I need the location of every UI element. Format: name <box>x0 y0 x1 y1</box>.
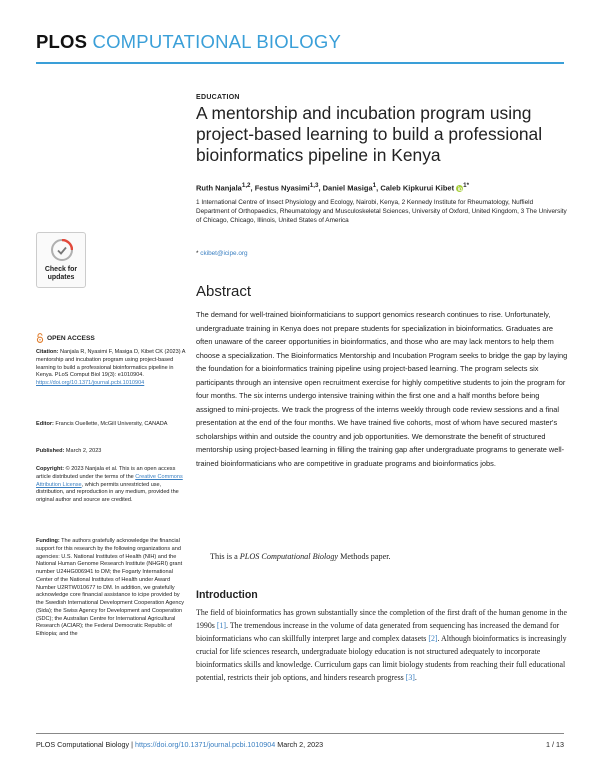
author-list: Ruth Nanjala$^{1,2}$, Festus Nyasimi$^{1,3}$, Daniel Masiga$^1$, Caleb Kipkurui Kibet $^{1*}$ <box>196 182 470 193</box>
badge-line-2: updates <box>47 274 75 281</box>
abstract-heading: Abstract <box>196 283 252 300</box>
author-name[interactable]: Festus Nyasimi <box>254 183 310 193</box>
introduction-paragraph <box>196 606 568 685</box>
check-updates-icon <box>51 239 73 261</box>
footer-date: March 2, 2023 <box>275 740 324 749</box>
citation-ref-1[interactable]: [1] <box>216 621 227 631</box>
journal-name: COMPUTATIONAL BIOLOGY <box>92 31 342 52</box>
copyright-text: , which permits unrestricted use, distribution, and reproduction in any medium, provided the original author and source are credited. <box>36 481 179 503</box>
citation-ref-2[interactable]: [2] <box>428 634 438 644</box>
abstract-text: The demand for well-trained bioinformaticians to support genomics research continues to rise. Unfortunately, undergraduate training in Kenya does not prepare students for specialization in bioinformatics. Graduates are often unaware of the career opportunities in bioinformatics, and those who are may lack mentors to help them choose a specialization. The Bioinformatics Mentorship and Incubation Program seeks to bridge the gap by laying the foundation for a bioinformatics training pipeline using project-based learning. The program selects six participants through an intensive open recruitment exercise for highly competitive students to join the program for four months. The six interns undergo intensive training within the first one and a half months before being assigned to mini-projects. We track the progress of the interns weekly through code review sessions and a final presentation at the end of the four months. We have trained five cohorts, most of whom have secured master's scholarships within and outside the country and job opportunities. We demonstrate the benefit of structured mentorship using project-based learning in filling the training gap after undergraduate programs to generate well-trained bioinformaticians who are competitive in graduate programs and bioinformatics jobs. <box>196 310 568 469</box>
intro-text: The field of bioinformatics has grown substantially since the completion of the first draft of the human genome in the 1990s <box>196 608 567 631</box>
introduction-heading: Introduction <box>196 589 258 601</box>
intro-text: . The tremendous increase in the volume of data generated from sequencing has increased the demand for bioinformaticians who can skillfully interpret large and complex datasets <box>196 621 560 644</box>
methods-note-journal: PLOS Computational Biology <box>239 552 339 561</box>
page-number: 1 / 13 <box>546 740 564 749</box>
editor-label: Editor: <box>36 421 54 427</box>
citation-text: Nanjala R, Nyasimi F, Masiga D, Kibet CK (2023) A mentorship and incubation program using project-based learning to build a professional bioinformatics pipeline in Kenya. PLoS Comput Biol 19(3): e1010904. <box>36 349 186 379</box>
affiliations: 1 International Centre of Insect Physiology and Ecology, Nairobi, Kenya, 2 Kennedy Institute for Rheumatology, Nuffield Department of Orthopaedics, Rheumatology and Musculoskeletal Sciences, University of Oxford, United Kingdom, 3 The University of Chicago, Chicago, Illinois, United States of America <box>196 199 567 224</box>
publisher-name: PLOS <box>36 31 88 52</box>
citation-block <box>36 349 186 388</box>
author-name[interactable]: Ruth Nanjala <box>196 183 242 193</box>
badge-line-1: Check for <box>44 266 78 273</box>
check-updates-label <box>37 266 85 282</box>
citation-label: Citation: <box>36 349 59 355</box>
methods-note-suffix: Methods paper. <box>338 552 391 561</box>
published-date: March 2, 2023 <box>64 448 102 454</box>
funding-text: The authors gratefully acknowledge the financial support for this research by the following organizations and agencies: U.S. National Institutes of Health (NIH) and the National Human Genome Research Institute (NHGRI) grant number U24HG006941 to DM; the Fogarty International Center of the National Institutes of Health under Award Number U2RTW010677 to DM. In addition, we gratefully acknowledge core financial assistance to icipe provided by the Swedish International Development Cooperation Agency (Sida); the Swiss Agency for Development and Cooperation (SDC); the Australian Centre for International Agricultural Research (ACIAR); the Federal Democratic Republic of Ethiopia; and the <box>36 538 185 637</box>
article-title: A mentorship and incubation program using project-based learning to build a professional bioinformatics pipeline in Kenya <box>196 103 543 165</box>
footer-journal: PLOS Computational Biology | <box>36 740 135 749</box>
editor-block <box>36 421 186 429</box>
author-name[interactable]: Caleb Kipkurui Kibet <box>380 183 455 193</box>
open-access-text: OPEN ACCESS <box>47 334 95 342</box>
open-access-label <box>36 333 95 343</box>
header-rule <box>36 62 564 64</box>
author-affil-sup: 1,2 <box>241 182 251 189</box>
footer-rule <box>36 733 564 734</box>
editor-text: Francis Ouellette, McGill University, CANADA <box>53 421 168 427</box>
corresponding-email <box>196 250 248 257</box>
author-affil-sup: 1 <box>372 182 377 189</box>
author-affil-sup: 1,3 <box>309 182 319 189</box>
article-section: EDUCATION <box>196 94 240 101</box>
funding-block <box>36 538 186 639</box>
copyright-label: Copyright: <box>36 466 65 472</box>
methods-note-prefix: This is a <box>210 552 240 561</box>
check-for-updates-badge[interactable] <box>36 232 86 288</box>
funding-label: Funding: <box>36 538 60 544</box>
open-lock-icon <box>36 333 44 343</box>
footer-doi-link[interactable]: https://doi.org/10.1371/journal.pcbi.1010904 <box>134 740 276 749</box>
citation-ref-3[interactable]: [3] <box>405 673 415 683</box>
intro-text: . <box>414 673 417 683</box>
methods-note <box>210 552 391 561</box>
citation-doi-link[interactable]: https://doi.org/10.1371/journal.pcbi.1010904 <box>36 380 145 386</box>
author-affil-sup: 1* <box>463 182 470 189</box>
copyright-text: © 2023 Nanjala et al. This is an open access article distributed under the terms of the <box>36 466 176 480</box>
footer-citation <box>36 740 323 749</box>
email-asterisk: * <box>196 250 201 257</box>
license-link[interactable]: Creative Commons Attribution License <box>36 473 183 488</box>
intro-text: . Although bioinformatics is increasingly crucial for life sciences research, undergraduate biology education is not structured adequately to incorporate bioinformatics skills and knowledge. Curriculum gaps can limit biology students from reaching their full educational potential, restricts their job options, and hinders research progress <box>196 634 567 683</box>
author-name[interactable]: Daniel Masiga <box>322 183 373 193</box>
published-label: Published: <box>36 448 65 454</box>
journal-header <box>36 31 341 53</box>
page-footer <box>36 740 564 749</box>
email-link[interactable]: ckibet@icipe.org <box>200 250 248 257</box>
copyright-block <box>36 466 186 505</box>
published-block <box>36 448 186 456</box>
